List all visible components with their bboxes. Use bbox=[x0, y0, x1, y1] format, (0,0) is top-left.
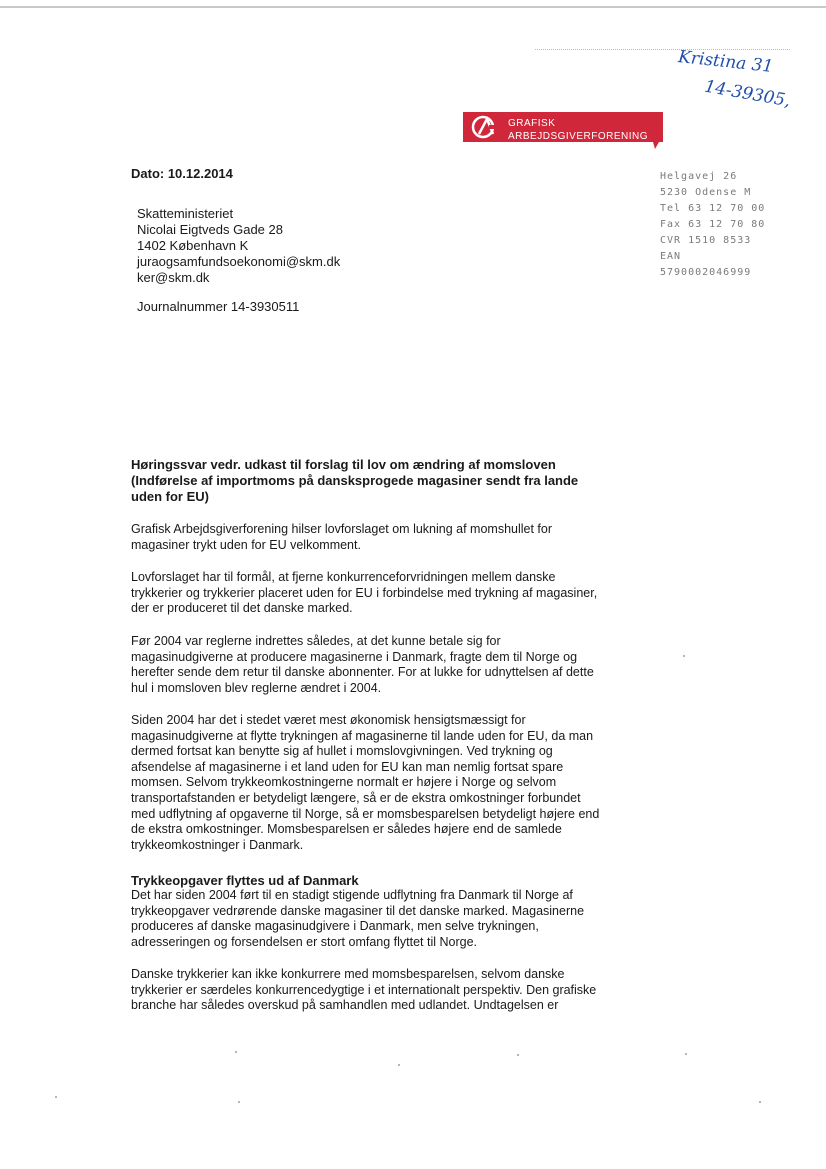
recipient-street: Nicolai Eigtveds Gade 28 bbox=[137, 222, 283, 237]
recipient-city: 1402 København K bbox=[137, 238, 249, 253]
sender-fax: Fax 63 12 70 80 bbox=[660, 219, 766, 230]
logo-line-1: GRAFISK bbox=[508, 118, 556, 129]
scan-speck bbox=[238, 1101, 240, 1103]
recipient-address bbox=[137, 206, 340, 286]
sender-ean-label: EAN bbox=[660, 251, 682, 262]
recipient-email-2: ker@skm.dk bbox=[137, 270, 210, 285]
letter-heading: Høringssvar vedr. udkast til forslag til lov om ændring af momsloven (Indførelse af importmoms på dansksprogede magasiner sendt fra lande uden for EU) bbox=[131, 457, 579, 504]
sender-city: 5230 Odense M bbox=[660, 187, 752, 198]
sender-street: Helgavej 26 bbox=[660, 171, 738, 182]
paragraph-6: Danske trykkerier kan ikke konkurrere med momsbesparelsen, selvom danske trykkerier er særdeles konkurrencedygtige i et internationalt perspektiv. Den grafiske branche har således overskud på samhandlen med udlandet. Undtagelsen er bbox=[131, 967, 597, 1013]
journal-number: Journalnummer 14-3930511 bbox=[137, 299, 300, 314]
handwritten-note-name: Kristina 31 bbox=[677, 47, 775, 77]
section-subheading: Trykkeopgaver flyttes ud af Danmark bbox=[131, 873, 359, 888]
paragraph-3: Før 2004 var reglerne indrettes således, at det kunne betale sig for magasinudgiverne at producere magasinerne i Danmark, fragte dem til Norge og herefter sende dem retur til danske abonnenter. For at lukke for udnyttelsen af dette hul i momsloven blev reglerne ændret i 2004. bbox=[131, 634, 594, 695]
grafisk-logo bbox=[463, 112, 663, 150]
scan-speck bbox=[685, 1053, 687, 1055]
paragraph-4: Siden 2004 har det i stedet været mest økonomisk hensigtsmæssigt for magasinudgiverne at flytte trykningen af magasinerne til lande uden for EU, da man dermed fortsat kan benytte sig af hullet i momslovgivningen. Ved trykning og afsendelse af magasinerne i et land uden for EU kan man nemlig fortsat spare momsen. Selvom trykkeomkostningerne normalt er højere i Norge og selvom transportafstanden er betydeligt længere, så er de ekstra omkostninger forbundet med udflytning af opgaverne til Norge, så er momsbesparelsen betydeligt højere end de ekstra omkostninger. Momsbesparelsen er således højere end de samlede trykkeomkostninger i Danmark. bbox=[131, 713, 600, 852]
recipient-email-1: juraogsamfundsoekonomi@skm.dk bbox=[137, 254, 341, 269]
sender-ean-number: 5790002046999 bbox=[660, 267, 752, 278]
letter-date: Dato: 10.12.2014 bbox=[131, 166, 233, 181]
paragraph-1: Grafisk Arbejdsgiverforening hilser lovforslaget om lukning af momshullet for magasiner trykt uden for EU velkomment. bbox=[131, 522, 553, 552]
scan-speck bbox=[759, 1101, 761, 1103]
dotted-line bbox=[535, 49, 790, 50]
logo-wordmark bbox=[508, 117, 648, 143]
logo-line-2: ARBEJDSGIVERFORENING bbox=[508, 131, 649, 142]
sender-phone: Tel 63 12 70 00 bbox=[660, 203, 766, 214]
scan-speck bbox=[55, 1096, 57, 1098]
handwritten-note-number: 14-39305, bbox=[702, 76, 792, 112]
sender-address bbox=[660, 169, 765, 281]
scan-speck bbox=[235, 1051, 237, 1053]
paragraph-5: Det har siden 2004 ført til en stadigt stigende udflytning fra Danmark til Norge af trykkeopgaver vedrørende danske magasiner til det danske marked. Magasinerne produceres af danske magasinudgivere i Danmark, men selve trykningen, adresseringen og forsendelsen er stort omfang flyttet til Norge. bbox=[131, 888, 585, 949]
scan-edge-line bbox=[0, 6, 826, 8]
scan-speck bbox=[683, 655, 685, 657]
scan-speck bbox=[517, 1054, 519, 1056]
sender-cvr: CVR 1510 8533 bbox=[660, 235, 752, 246]
paragraph-2: Lovforslaget har til formål, at fjerne konkurrenceforvridningen mellem danske trykkerier og trykkerier placeret uden for EU i forbindelse med trykning af magasiner, der er produceret til det danske marked. bbox=[131, 570, 598, 616]
scan-speck bbox=[398, 1064, 400, 1066]
recipient-name: Skatteministeriet bbox=[137, 206, 234, 221]
